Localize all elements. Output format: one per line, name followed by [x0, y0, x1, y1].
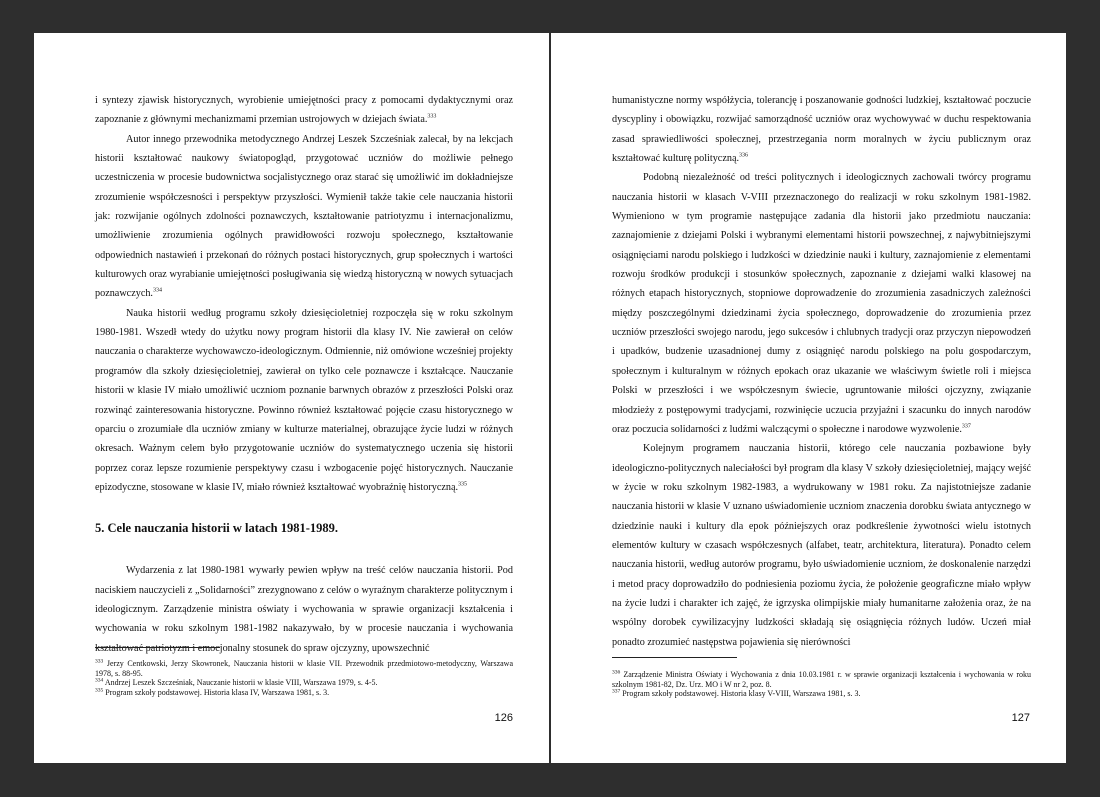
paragraph: Wydarzenia z lat 1980-1981 wywarły pewien wpływ na treść celów nauczania historii. Pod naciskiem nauczycieli z „Solidarności” zrezygnowano z celów o wyraźnym charakterze politycznym i ideologicznym. Zarządzenie ministra oświaty i wychowania w sprawie organizacji kształcenia i wychowania w roku szkolnym 1981-1982 nakazywało, by w procesie nauczania i wychowania kształtować patriotyzm i emocjonalny stosunek do spraw ojczyzny, upowszechnić	[95, 565, 513, 654]
section-heading: 5. Cele nauczania historii w latach 1981-1989.	[95, 521, 339, 536]
footnote: $^{337}$ Program szkoły podstawowej. Historia klasy V-VIII, Warszawa 1981, s. 3.	[612, 688, 861, 699]
footnotes	[612, 670, 1031, 699]
right-page	[551, 33, 1066, 763]
footnote-separator	[95, 647, 220, 648]
right-page-body	[612, 91, 1031, 652]
page-number: 127	[1011, 712, 1030, 724]
footnote-ref[interactable]: 334	[152, 288, 162, 295]
paragraph: i syntezy zjawisk historycznych, wyrobienie umiejętności pracy z pomocami dydaktycznymi oraz zapoznanie z głównymi mechanizmami przemian ustrojowych w dziejach świata.$^{333}$	[95, 95, 513, 126]
footnote-ref[interactable]: 337	[961, 423, 971, 430]
footnote-ref[interactable]: 336	[739, 152, 749, 159]
left-page-body	[95, 91, 513, 658]
footnote-ref[interactable]: 335	[458, 481, 468, 488]
paragraph: Kolejnym programem nauczania historii, którego cele nauczania pozbawione były ideologiczno-politycznych naleciałości był program dla klasy V szkoły dziesięcioletniej, mający wejść w życie w roku szkolnym 1982-1983, a wydrukowany w 1981 roku. Za najistotniejsze zadanie nauczania historii w klasie V uznano uświadomienie uczniom znaczenia dorobku świata antycznego w dziedzinie nauki i kultury dla epok późniejszych oraz podkreślenie żywotności wielu istotnych elementów kultury w czasach współczesnych (alfabet, teatr, architektura, literatura). Ponadto celem nauczania historii, według autorów programu, było uświadomienie uczniom, że doskonalenie narzędzi i metod pracy doprowadziło do podniesienia poziomu życia, że położenie geograficzne miało wpływ na życie ludzi i charakter ich zajęć, że igrzyska olimpijskie miały humanitarne założenia oraz, że na wspólny dorobek cywilizacyjny ludzkości składają się osiągnięcia różnych ludów. Uczeń miał ponadto zrozumieć następstwa pojawienia się nierówności	[612, 443, 1031, 648]
footnotes	[95, 659, 513, 697]
paragraph: Podobną niezależność od treści politycznych i ideologicznych zachowali twórcy programu nauczania historii w klasach V-VIII przeznaczonego do realizacji w roku szkolnym 1981-1982. Wymieniono w tym programie następujące zadania dla historii jako przedmiotu nauczania: zaznajomienie z dziejami Polski i wybranymi elementami historii powszechnej, z najwybitniejszymi osiągnięciami narodu polskiego i ludzkości w dziedzinie nauki i kultury, zaznajomienie z elementami rozwoju środków produkcji i stosunków społecznych, zapoznanie z dziejami walki klasowej na różnych etapach historycznych, stopniowe doprowadzenie do zrozumienia zasadniczych zależności między poszczególnymi dziedzinami życia społecznego, doprowadzenie do zrozumienia przez uczniów przeszłości swojego narodu, jego sukcesów i chlubnych tradycji oraz przyczyn niepowodzeń i upadków, budzenie uzasadnionej dumy z osiągnięć narodu polskiego na polu gospodarczym, społecznym i kulturalnym w różnych epokach oraz ukazanie we właściwym świetle roli i miejsca Polski w przeszłości i we współczesnym świecie, ugruntowanie miłości ojczyzny, związanie młodzieży z postępowymi tradycjami, rozwinięcie uczucia przyjaźni i szacunku do innych narodów oraz poczucia solidarności z ludźmi walczącymi o społeczne i narodowe wyzwolenie.$^{337}$	[612, 172, 1031, 435]
paragraph: Nauka historii według programu szkoły dziesięcioletniej rozpoczęła się w roku szkolnym 1980-1981. Wszedł wtedy do użytku nowy program historii dla klasy IV. Nie zawierał on celów nauczania o charakterze wychowawczo-ideologicznym. Odmiennie, niż omówione wcześniej projekty programów dla szkoły dziesięcioletniej, zawierał on tylko cele poznawcze i kształcące. Nauczanie historii w klasie IV miało umożliwić uczniom poznanie barwnych obrazów z przeszłości Polski oraz rozwinąć zainteresowania historyczne. Powinno również kształtować pojęcie czasu historycznego w oparciu o zrozumiałe dla uczniów zmiany w kulturze materialnej, obrazujące życie ludzi w różnych okresach. Ważnym celem było przygotowanie uczniów do systematycznego uczenia się historii poprzez coraz lepsze rozumienie perspektywy czasu i wzbogacenie pojęć historycznych. Nauczanie epizodyczne, stosowane w klasie IV, miało również kształtować wyobraźnię historyczną.$^{335}$	[95, 307, 513, 493]
footnote: $^{335}$ Program szkoły podstawowej. Historia klasa IV, Warszawa 1981, s. 3.	[95, 687, 330, 697]
paragraph: humanistyczne normy współżycia, tolerancję i poszanowanie godności ludzkiej, kształtować poczucie dyscypliny i obowiązku, rozwijać samorządność uczniów oraz wychowywać w duchu respektowania zasad sprawiedliwości społecznej, przestrzegania norm moralnych w życiu publicznym oraz kształtować kulturę polityczną.$^{336}$	[612, 95, 1031, 165]
footnote-ref[interactable]: 333	[427, 113, 437, 120]
paragraph: Autor innego przewodnika metodycznego Andrzej Leszek Szcześniak zalecał, by na lekcjach historii kształtować naukowy światopogląd, przygotować uczniów do możliwie pełnego uczestniczenia w procesie budownictwa socjalistycznego oraz starać się umożliwić im dokładniejsze zrozumienie współczesności i perspektyw przyszłości. Wymienił także takie cele nauczania historii jak: rozwijanie ogólnych zdolności poznawczych, kształtowanie patriotyzmu i internacjonalizmu, umożliwienie zrozumienia ogólnych prawidłowości rozwoju społecznego, kształtowanie odpowiednich nastawień i przekonań do różnych postaci historycznych, grup społecznych i wartości kulturowych oraz wyrabianie umiejętności posługiwania się wiedzą historyczną w nowych sytuacjach poznawczych.$^{334}$	[95, 133, 513, 300]
footnote-separator	[612, 657, 737, 658]
page-number: 126	[494, 712, 513, 724]
footnote: $^{336}$ Zarządzenie Ministra Oświaty i Wychowania z dnia 10.03.1981 r. w sprawie organizacji kształcenia i wychowania w roku szkolnym 1981-82, Dz. Urz. MO i W nr 2, poz. 8.	[612, 669, 1032, 689]
footnote: $^{334}$ Andrzej Leszek Szcześniak, Nauczanie historii w klasie VIII, Warszawa 1979, s. 4-5.	[95, 677, 378, 688]
footnote: $^{333}$ Jerzy Centkowski, Jerzy Skowronek, Nauczania historii w klasie VII. Przewodnik przedmiotowo-metodyczny, Warszawa 1978, s. 88-95.	[95, 658, 513, 678]
left-page	[34, 33, 549, 763]
